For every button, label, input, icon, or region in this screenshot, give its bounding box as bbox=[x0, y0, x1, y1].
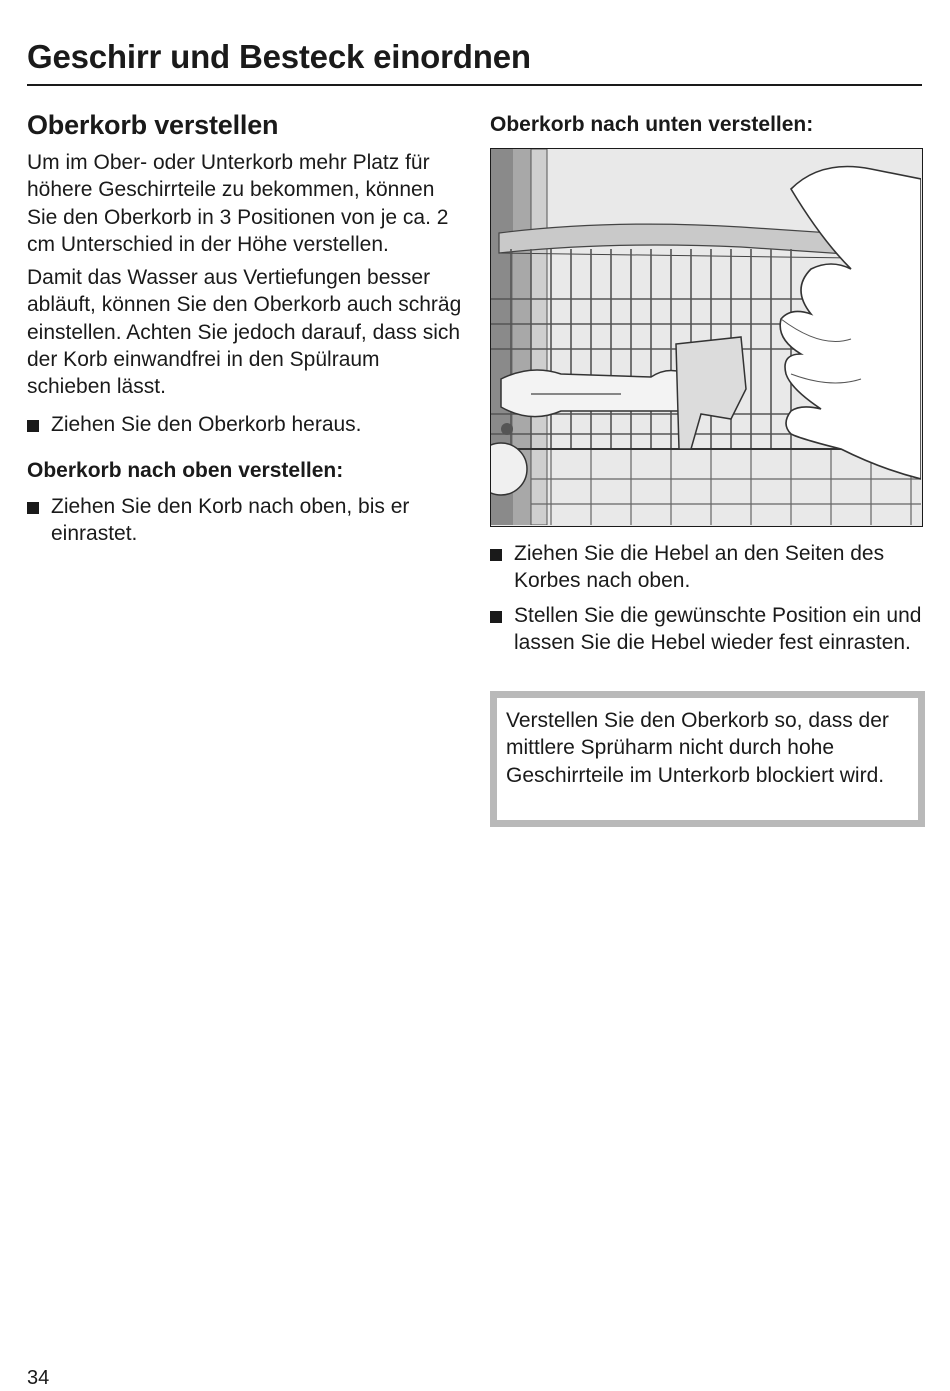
square-bullet-icon bbox=[490, 611, 502, 623]
subheading-down: Oberkorb nach unten verstellen: bbox=[490, 113, 814, 136]
page-number: 34 bbox=[27, 1367, 50, 1389]
bullet-text: Stellen Sie die gewünschte Position ein und lassen Sie die Hebel wieder fest einrasten. bbox=[514, 604, 922, 655]
page-title: Geschirr und Besteck einordnen bbox=[27, 38, 531, 75]
slant-paragraph: Damit das Wasser aus Vertiefungen besser abläuft, können Sie den Oberkorb auch schräg einstellen. Achten Sie jedoch darauf, dass sich der Korb einwandfrei in den Spülraum schieben lässt. bbox=[27, 266, 462, 399]
section-heading: Oberkorb verstellen bbox=[27, 110, 279, 140]
note-text: Verstellen Sie den Oberkorb so, dass der mittlere Sprüharm nicht durch hohe Geschirrteile im Unterkorb blockiert wird. bbox=[506, 709, 889, 787]
right-column bbox=[490, 110, 925, 137]
square-bullet-icon bbox=[490, 549, 502, 561]
bullet-text: Ziehen Sie den Oberkorb heraus. bbox=[51, 412, 362, 436]
bullet-text: Ziehen Sie die Hebel an den Seiten des Korbes nach oben. bbox=[514, 542, 885, 593]
basket-illustration bbox=[490, 148, 923, 527]
left-column bbox=[27, 110, 467, 548]
title-divider bbox=[27, 84, 922, 86]
bullet-set-position bbox=[490, 602, 944, 657]
square-bullet-icon bbox=[27, 420, 39, 432]
subheading-up: Oberkorb nach oben verstellen: bbox=[27, 458, 344, 482]
bullet-text: Ziehen Sie den Korb nach oben, bis er einrastet. bbox=[51, 494, 410, 546]
bullet-pull-basket-up bbox=[27, 493, 467, 548]
square-bullet-icon bbox=[27, 502, 39, 514]
intro-paragraph: Um im Ober- oder Unterkorb mehr Platz für höhere Geschirrteile zu bekommen, können Sie den Oberkorb in 3 Positionen von je ca. 2 cm Unterschied in der Höhe verstellen. bbox=[27, 151, 449, 256]
hand-adjusting-basket-illustration bbox=[491, 149, 921, 525]
bullet-pull-levers-up bbox=[490, 540, 944, 595]
bullet-pull-out-basket bbox=[27, 411, 467, 438]
note-box bbox=[490, 691, 925, 827]
